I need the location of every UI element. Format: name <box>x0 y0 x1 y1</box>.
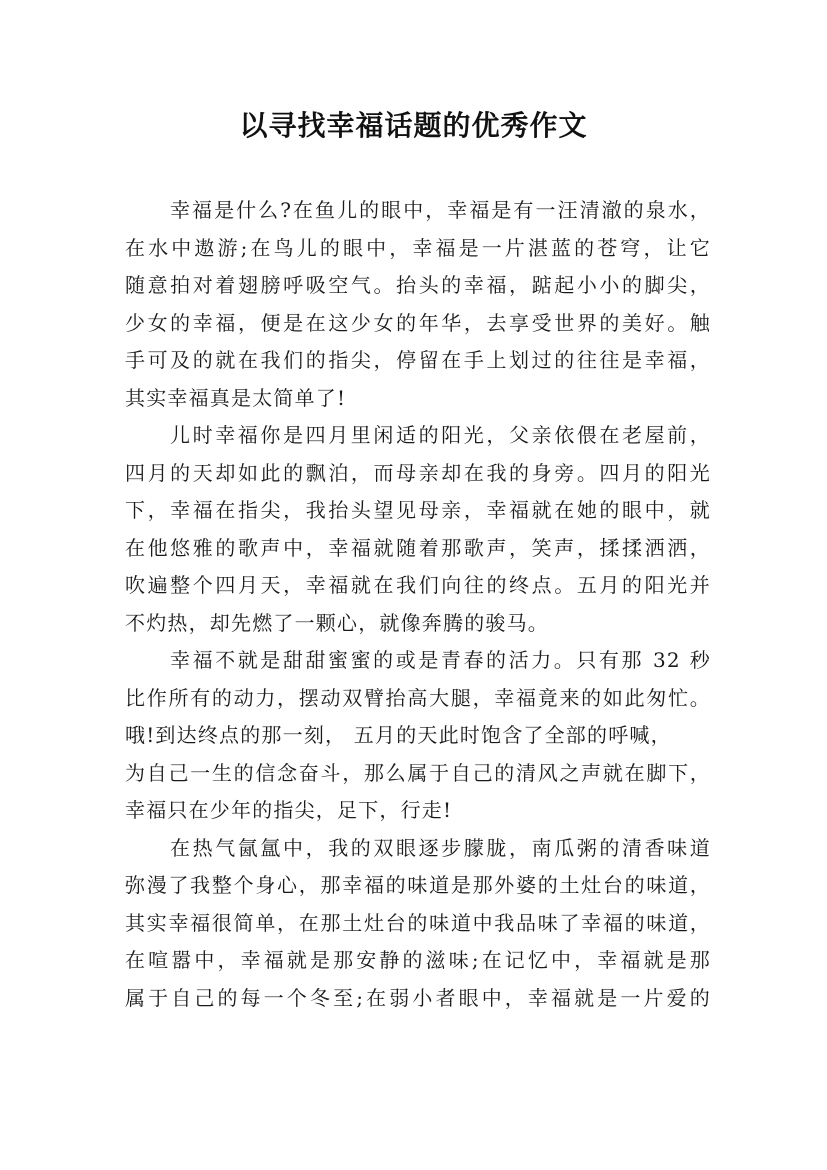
text-line: 幸福是什么?在鱼儿的眼中，幸福是有一汪清澈的泉水， <box>170 198 711 222</box>
text-line: 在热气氤氲中，我的双眼逐步朦胧，南瓜粥的清香味道 <box>170 835 711 860</box>
document-title: 以寻找幸福话题的优秀作文 <box>239 109 588 142</box>
paragraph-2 <box>125 417 711 642</box>
text-line: 在水中遨游;在鸟儿的眼中，幸福是一片湛蓝的苍穹，让它 <box>125 235 711 260</box>
paragraph-3 <box>125 642 711 830</box>
text-line: 其实幸福真是太简单了! <box>125 385 347 410</box>
text-line: 下，幸福在指尖，我抬头望见母亲，幸福就在她的眼中，就 <box>125 498 711 522</box>
text-line: 手可及的就在我们的指尖，停留在手上划过的往往是幸福， <box>125 348 711 372</box>
text-line: 属于自己的每一个冬至;在弱小者眼中，幸福就是一片爱的 <box>125 985 711 1010</box>
text-line: 其实幸福很简单，在那土灶台的味道中我品味了幸福的味道， <box>125 910 711 935</box>
text-line: 吹遍整个四月天，幸福就在我们向往的终点。五月的阳光并 <box>125 573 711 597</box>
text-line: 哦!到达终点的那一刻， 五月的天此时饱含了全部的呼喊， <box>125 723 672 747</box>
text-line: 在他悠雅的歌声中，幸福就随着那歌声，笑声，揉揉洒洒， <box>125 535 711 560</box>
document-body <box>125 192 711 1017</box>
paragraph-4 <box>125 830 711 1018</box>
text-line: 儿时幸福你是四月里闲适的阳光，父亲依偎在老屋前， <box>170 423 711 447</box>
text-line: 比作所有的动力，摆动双臂抬高大腿，幸福竟来的如此匆忙。 <box>125 685 711 710</box>
paragraph-1 <box>125 192 711 417</box>
text-line: 随意拍对着翅膀呼吸空气。抬头的幸福，踮起小小的脚尖， <box>125 273 711 297</box>
text-line: 在喧嚣中，幸福就是那安静的滋味;在记忆中，幸福就是那 <box>125 948 711 972</box>
text-line: 幸福只在少年的指尖，足下，行走! <box>125 798 453 822</box>
text-line: 为自己一生的信念奋斗，那么属于自己的清风之声就在脚下， <box>125 760 711 785</box>
text-line: 四月的天却如此的飘泊，而母亲却在我的身旁。四月的阳光 <box>125 460 711 485</box>
text-line: 幸福不就是甜甜蜜蜜的或是青春的活力。只有那 32 秒 <box>170 648 711 672</box>
text-line: 不灼热，却先燃了一颗心，就像奔腾的骏马。 <box>125 610 549 635</box>
text-line: 弥漫了我整个身心，那幸福的味道是那外婆的土灶台的味道， <box>125 873 711 897</box>
text-line: 少女的幸福，便是在这少女的年华，去享受世界的美好。触 <box>125 310 711 335</box>
